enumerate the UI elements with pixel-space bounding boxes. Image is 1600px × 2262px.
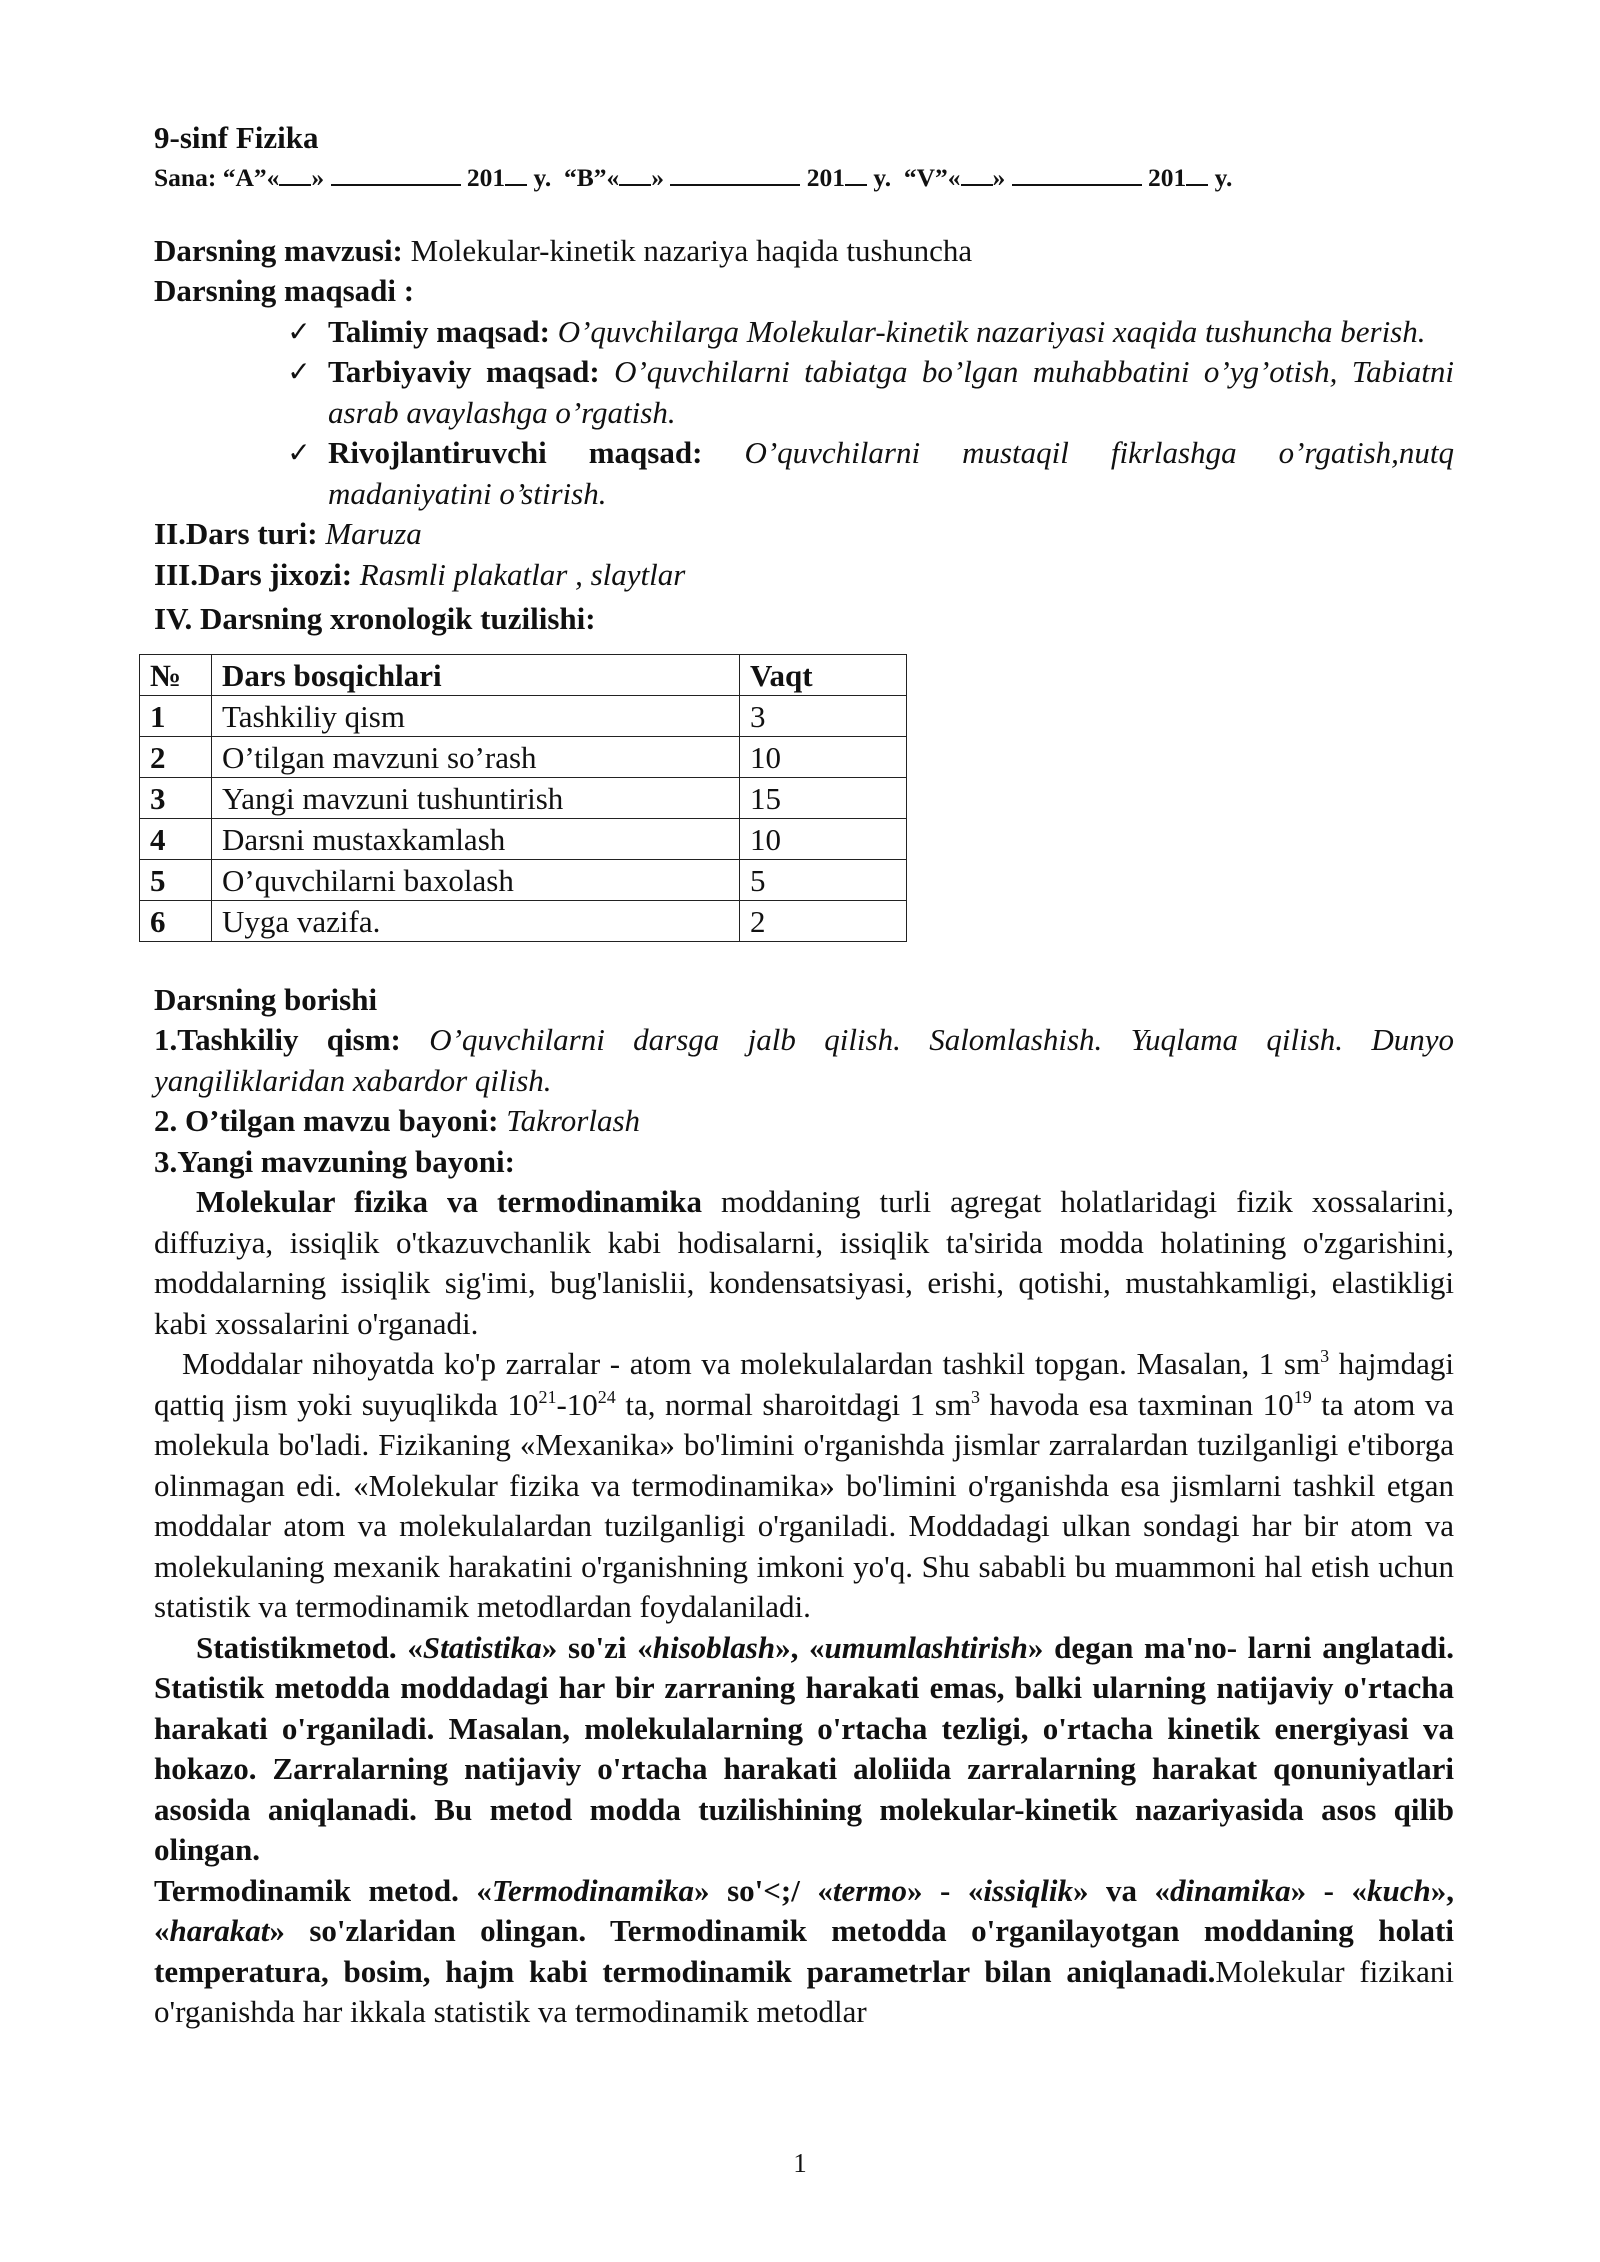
text-run: -10 <box>556 1386 598 1422</box>
text-run: Moddalar nihoyatda ko'p zarralar - atom va molekulalardan tashkil topgan. Masalan, 1 sm <box>182 1346 1321 1381</box>
goal-label: Talimiy maqsad: <box>328 313 550 349</box>
goal-item <box>287 433 1454 514</box>
text-run: » degan ma'no- larni anglatadi. Statistik metodda moddadagi har bir zarraning harakati emas, balki ularning natijaviy o'rtacha harakati o'rganiladi. Masalan, molekulalarning o'rtacha tezligi, o'rtacha kinetik energiyasi va hokazo. Zarralarning natijaviy o'rtacha harakati aloliida zarralarning harakat qonuniyatlari asosida aniqlanadi. Bu metod modda tuzilishining molekular-kinetik nazariyasida asos qilib olingan. <box>154 1629 1454 1867</box>
blank-v-year <box>1186 164 1208 186</box>
text-run: Termodinamik metod. « <box>154 1872 492 1908</box>
cell-stage: O’quvchilarni baxolash <box>212 859 740 900</box>
cell-stage: O’tilgan mavzuni so’rash <box>212 736 740 777</box>
italic-term: umumlashtirish <box>824 1629 1028 1665</box>
cell-stage: Darsni mustaxkamlash <box>212 818 740 859</box>
equipment-label: III.Dars jixozi: <box>154 556 353 592</box>
quote-close: » <box>992 162 1006 192</box>
quote-close: » <box>311 162 325 192</box>
cell-number: 6 <box>140 900 212 941</box>
year-suffix: y. <box>1214 162 1233 192</box>
text-run: » so'zlaridan olingan. Termodinamik metodda o'rganilayotgan moddaning holati temperatura, bosim, hajm kabi termodinamik parametrlar bilan aniqlanadi. <box>154 1913 1454 1989</box>
blank-v-month <box>1012 164 1142 186</box>
topic-label: Darsning mavzusi: <box>154 232 403 268</box>
org-label: 1.Tashkiliy qism: <box>154 1022 401 1057</box>
superscript: 21 <box>538 1386 557 1407</box>
sana-label: Sana: “A”« <box>154 162 280 192</box>
structure-heading: IV. Darsning xronologik tuzilishi: <box>154 601 596 636</box>
goal-text: O’quvchilarni tabiatga bo’lgan muhabbatini o’yg’otish, Tabiatni asrab avaylashga o’rgatish. <box>328 354 1454 430</box>
cell-stage: Uyga vazifa. <box>212 900 740 941</box>
text-run: Statistikmetod. « <box>196 1629 423 1665</box>
lesson-type-value: Maruza <box>317 516 422 551</box>
cell-number: 3 <box>140 777 212 818</box>
goal-label: Tarbiyaviy maqsad: <box>328 354 600 389</box>
text-run: », « <box>775 1629 825 1665</box>
text-run: » so'zi « <box>541 1629 653 1665</box>
blank-a-month <box>331 164 461 186</box>
paragraph-statistical-method <box>154 1628 1454 1871</box>
lesson-plan-body <box>150 118 1455 2033</box>
cell-time: 3 <box>740 695 907 736</box>
italic-term: hisoblash <box>652 1629 776 1665</box>
table-header-row <box>140 654 907 695</box>
review-section <box>154 1101 1454 1142</box>
goal-item <box>287 352 1454 433</box>
paragraph-intro-text: moddaning turli agregat holatlaridagi fizik xossalarini, diffuziya, issiqlik o'tkazuvchanlik kabi hodisalarni, issiqlik ta'sirida modda holatining o'zgarishini, moddalarning issiqlik sig'imi, bug'lanislii, kondensatsiyasi, erishi, qotishi, mustahkamligi, elastikligi kabi xossalarini o'rganadi. <box>154 1184 1454 1341</box>
quote-close: » <box>651 162 665 192</box>
goal-item <box>287 312 1454 353</box>
goal-text: O’quvchilarni mustaqil fikrlashga o’rgatish,nutq madaniyatini o’stirish. <box>328 435 1454 511</box>
text-run: », « <box>154 1872 1455 1948</box>
superscript: 3 <box>970 1386 980 1407</box>
equipment-value: Rasmli plakatlar , slaytlar <box>352 556 686 592</box>
blank-a-year <box>505 164 527 186</box>
cell-time: 10 <box>740 736 907 777</box>
cell-number: 1 <box>140 695 212 736</box>
class-v-label: “V”« <box>903 162 961 192</box>
cell-number: 4 <box>140 818 212 859</box>
goals-heading: Darsning maqsadi : <box>154 273 415 308</box>
checkmark-icon: ✓ <box>287 355 311 388</box>
italic-term: issiqlik <box>983 1872 1073 1908</box>
lesson-structure-table <box>139 654 907 942</box>
italic-term: harakat <box>169 1913 270 1948</box>
column-header-stage: Dars bosqichlari <box>212 654 740 695</box>
goal-label: Rivojlantiruvchi maqsad: <box>328 435 703 470</box>
text-run: havoda esa taxminan 10 <box>979 1386 1294 1422</box>
paragraph-molecules <box>154 1344 1454 1628</box>
italic-term: termo <box>832 1872 907 1908</box>
blank-v-day <box>961 164 993 186</box>
org-text: O’quvchilarni darsga jalb qilish. Salomlashish. Yuqlama qilish. Dunyo yangiliklaridan xabardor qilish. <box>154 1022 1455 1098</box>
year-prefix: 201 <box>806 162 846 192</box>
paragraph-intro-bold: Molekular fizika va termodinamika <box>196 1184 702 1219</box>
cell-stage: Tashkiliy qism <box>212 695 740 736</box>
cell-stage: Yangi mavzuni tushuntirish <box>212 777 740 818</box>
text-run: » - « <box>1290 1872 1368 1908</box>
italic-term: Statistika <box>422 1629 542 1665</box>
lesson-type-line <box>154 514 1454 555</box>
cell-number: 5 <box>140 859 212 900</box>
cell-time: 15 <box>740 777 907 818</box>
table-row <box>140 859 907 900</box>
cell-time: 2 <box>740 900 907 941</box>
checkmark-icon: ✓ <box>287 314 311 348</box>
column-header-number: № <box>140 654 212 695</box>
text-run: » va « <box>1072 1872 1171 1908</box>
table-row <box>140 900 907 941</box>
superscript: 3 <box>1320 1346 1330 1366</box>
goal-text: O’quvchilarga Molekular-kinetik nazariyasi xaqida tushuncha berish. <box>549 313 1426 349</box>
blank-a-day <box>279 164 311 186</box>
text-run: Molekular fizikani o'rganishda har ikkala statistik va termodinamik metodlar <box>154 1953 1455 2029</box>
cell-time: 10 <box>740 818 907 859</box>
progress-heading: Darsning borishi <box>154 981 378 1017</box>
text-run: ta, normal sharoitdagi 1 sm <box>615 1386 971 1422</box>
new-topic-heading: 3.Yangi mavzuning bayoni: <box>154 1143 515 1179</box>
italic-term: kuch <box>1367 1872 1431 1908</box>
text-run: » - « <box>906 1872 984 1908</box>
equipment-line <box>154 555 1454 596</box>
superscript: 19 <box>1293 1386 1312 1407</box>
year-suffix: y. <box>533 162 552 192</box>
text-run: hajmdagi qattiq jism yoki suyuqlikda 10 <box>154 1346 1455 1422</box>
table-row <box>140 777 907 818</box>
grade-subject-title: 9-sinf Fizika <box>154 120 319 155</box>
blank-b-day <box>619 164 651 186</box>
org-section <box>154 1020 1454 1101</box>
lesson-type-label: II.Dars turi: <box>154 516 318 551</box>
topic-value: Molekular-kinetik nazariya haqida tushuncha <box>402 232 973 268</box>
cell-number: 2 <box>140 736 212 777</box>
text-run: ta atom va molekula bo'ladi. Fizikaning «Mexanika» bo'limini o'rganishda jismlar zarralardan tuzilganligi e'tiborga olinmagan edi. «Molekular fizika va termodinamika» bo'limini o'rganishda esa jismlarni tashkil etgan moddalar atom va molekulalardan tuzilganligi o'rganiladi. Moddadagi ulkan sondagi har bir atom va molekulaning mexanik harakatini o'rganishning imkoni yo'q. Shu sababli bu muammoni hal etish uchun statistik va termodinamik metodlardan foydalaniladi. <box>154 1386 1454 1624</box>
review-label: 2. O’tilgan mavzu bayoni: <box>154 1103 499 1138</box>
review-text: Takrorlash <box>498 1103 641 1138</box>
table-row <box>140 818 907 859</box>
paragraph-thermodynamic-method <box>154 1871 1454 2033</box>
blank-b-month <box>670 164 800 186</box>
text-run: » so'<;/ « <box>694 1872 833 1908</box>
cell-time: 5 <box>740 859 907 900</box>
year-suffix: y. <box>873 162 892 192</box>
paragraph-intro <box>154 1182 1454 1344</box>
date-line <box>154 163 1454 193</box>
class-b-label: “B”« <box>564 162 620 192</box>
year-prefix: 201 <box>1148 162 1187 192</box>
table-row <box>140 736 907 777</box>
page-number: 1 <box>793 2148 807 2178</box>
italic-term: dinamika <box>1170 1872 1291 1908</box>
italic-term: Termodinamika <box>491 1872 695 1908</box>
topic-line <box>154 231 1454 272</box>
column-header-time: Vaqt <box>740 654 907 695</box>
table-row <box>140 695 907 736</box>
year-prefix: 201 <box>466 162 506 192</box>
checkmark-icon: ✓ <box>287 436 311 469</box>
blank-b-year <box>845 164 867 186</box>
superscript: 24 <box>597 1386 616 1407</box>
